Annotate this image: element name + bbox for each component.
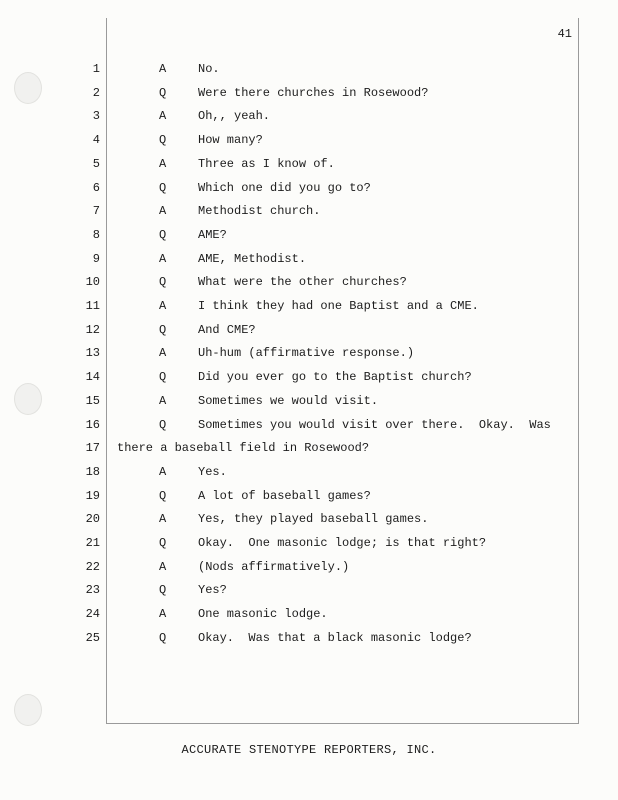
line-text: AME, Methodist.	[198, 251, 307, 266]
speaker-label: Q	[159, 275, 167, 290]
speaker-label: Q	[159, 85, 167, 100]
line-text: (Nods affirmatively.)	[198, 559, 350, 574]
speaker-label: A	[159, 464, 167, 479]
line-number: 14	[85, 370, 100, 385]
line-number: 23	[85, 583, 100, 598]
transcript-line	[0, 367, 618, 387]
speaker-label: Q	[159, 488, 167, 503]
transcript-line	[0, 415, 618, 435]
line-text: Sometimes we would visit.	[198, 393, 379, 408]
speaker-label: A	[159, 559, 167, 574]
transcript-line	[0, 225, 618, 245]
speaker-label: A	[159, 512, 167, 527]
line-number: 16	[85, 417, 100, 432]
speaker-label: A	[159, 299, 167, 313]
transcript-line	[0, 509, 618, 529]
line-text: Were there churches in Rosewood?	[198, 85, 429, 100]
speaker-label: Q	[159, 227, 167, 242]
line-number: 13	[85, 346, 100, 361]
line-number: 5	[92, 156, 100, 171]
transcript-line	[0, 628, 618, 648]
line-text: AME?	[198, 227, 227, 242]
line-text: Okay. One masonic lodge; is that right?	[198, 536, 487, 550]
speaker-label: A	[159, 251, 167, 266]
line-text: Yes.	[198, 464, 227, 479]
speaker-label: A	[159, 393, 167, 408]
punch-hole	[14, 694, 42, 726]
speaker-label: Q	[159, 536, 167, 550]
transcript-line	[0, 486, 618, 506]
bottom-margin-rule	[106, 723, 579, 724]
line-number: 10	[85, 275, 100, 290]
line-number: 17	[85, 441, 100, 456]
speaker-label: A	[159, 156, 167, 171]
reporter-footer: ACCURATE STENOTYPE REPORTERS, INC.	[181, 743, 437, 757]
transcript-line	[0, 272, 618, 292]
transcript-line	[0, 106, 618, 126]
line-number: 11	[85, 299, 100, 313]
line-number: 19	[85, 488, 100, 503]
transcript-line	[0, 296, 618, 316]
transcript-line	[0, 580, 618, 600]
line-text: Three as I know of.	[198, 156, 335, 171]
line-number: 6	[92, 180, 100, 195]
line-text: Okay. Was that a black masonic lodge?	[198, 630, 472, 645]
transcript-line	[0, 391, 618, 411]
line-text: Sometimes you would visit over there. Okay. Was	[198, 417, 551, 432]
transcript-line	[0, 438, 618, 458]
speaker-label: Q	[159, 322, 167, 337]
transcript-line	[0, 249, 618, 269]
line-text: One masonic lodge.	[198, 607, 328, 622]
transcript-line	[0, 59, 618, 79]
line-text: And CME?	[198, 322, 256, 337]
line-number: 4	[92, 133, 100, 148]
speaker-label: Q	[159, 180, 167, 195]
transcript-line	[0, 201, 618, 221]
transcript-line	[0, 462, 618, 482]
page-number: 41	[557, 27, 572, 41]
transcript-line	[0, 130, 618, 150]
line-text: I think they had one Baptist and a CME.	[198, 299, 479, 313]
line-text: Uh-hum (affirmative response.)	[198, 346, 415, 361]
line-number: 24	[85, 607, 100, 622]
speaker-label: A	[159, 607, 167, 622]
line-text: How many?	[198, 133, 263, 148]
transcript-line	[0, 83, 618, 103]
line-number: 8	[92, 227, 100, 242]
line-text: Yes, they played baseball games.	[198, 512, 429, 527]
line-number: 3	[92, 109, 100, 124]
line-number: 2	[92, 85, 100, 100]
line-text: A lot of baseball games?	[198, 488, 371, 503]
line-number: 22	[85, 559, 100, 574]
line-number: 18	[85, 464, 100, 479]
transcript-line	[0, 604, 618, 624]
transcript-line	[0, 557, 618, 577]
line-number: 7	[92, 204, 100, 219]
speaker-label: Q	[159, 583, 167, 598]
speaker-label: A	[159, 346, 167, 361]
line-text: No.	[198, 62, 220, 76]
speaker-label: Q	[159, 370, 167, 385]
speaker-label: Q	[159, 417, 167, 432]
line-number: 12	[85, 322, 100, 337]
line-number: 25	[85, 630, 100, 645]
speaker-label: Q	[159, 630, 167, 645]
transcript-line	[0, 320, 618, 340]
line-text: Did you ever go to the Baptist church?	[198, 370, 472, 385]
speaker-label: A	[159, 109, 167, 124]
line-number: 21	[85, 536, 100, 550]
line-text: Oh,, yeah.	[198, 109, 271, 124]
line-text: Which one did you go to?	[198, 180, 371, 195]
line-number: 9	[92, 251, 100, 266]
speaker-label: Q	[159, 133, 167, 148]
line-number: 20	[85, 512, 100, 527]
speaker-label: A	[159, 204, 167, 219]
transcript-line	[0, 154, 618, 174]
transcript-line	[0, 178, 618, 198]
line-text: What were the other churches?	[198, 275, 407, 290]
line-text: Methodist church.	[198, 204, 321, 219]
speaker-label: A	[159, 62, 167, 76]
transcript-line	[0, 343, 618, 363]
line-number: 1	[92, 62, 100, 76]
line-number: 15	[85, 393, 100, 408]
line-text: there a baseball field in Rosewood?	[117, 441, 370, 456]
line-text: Yes?	[198, 583, 227, 598]
transcript-line	[0, 533, 618, 553]
